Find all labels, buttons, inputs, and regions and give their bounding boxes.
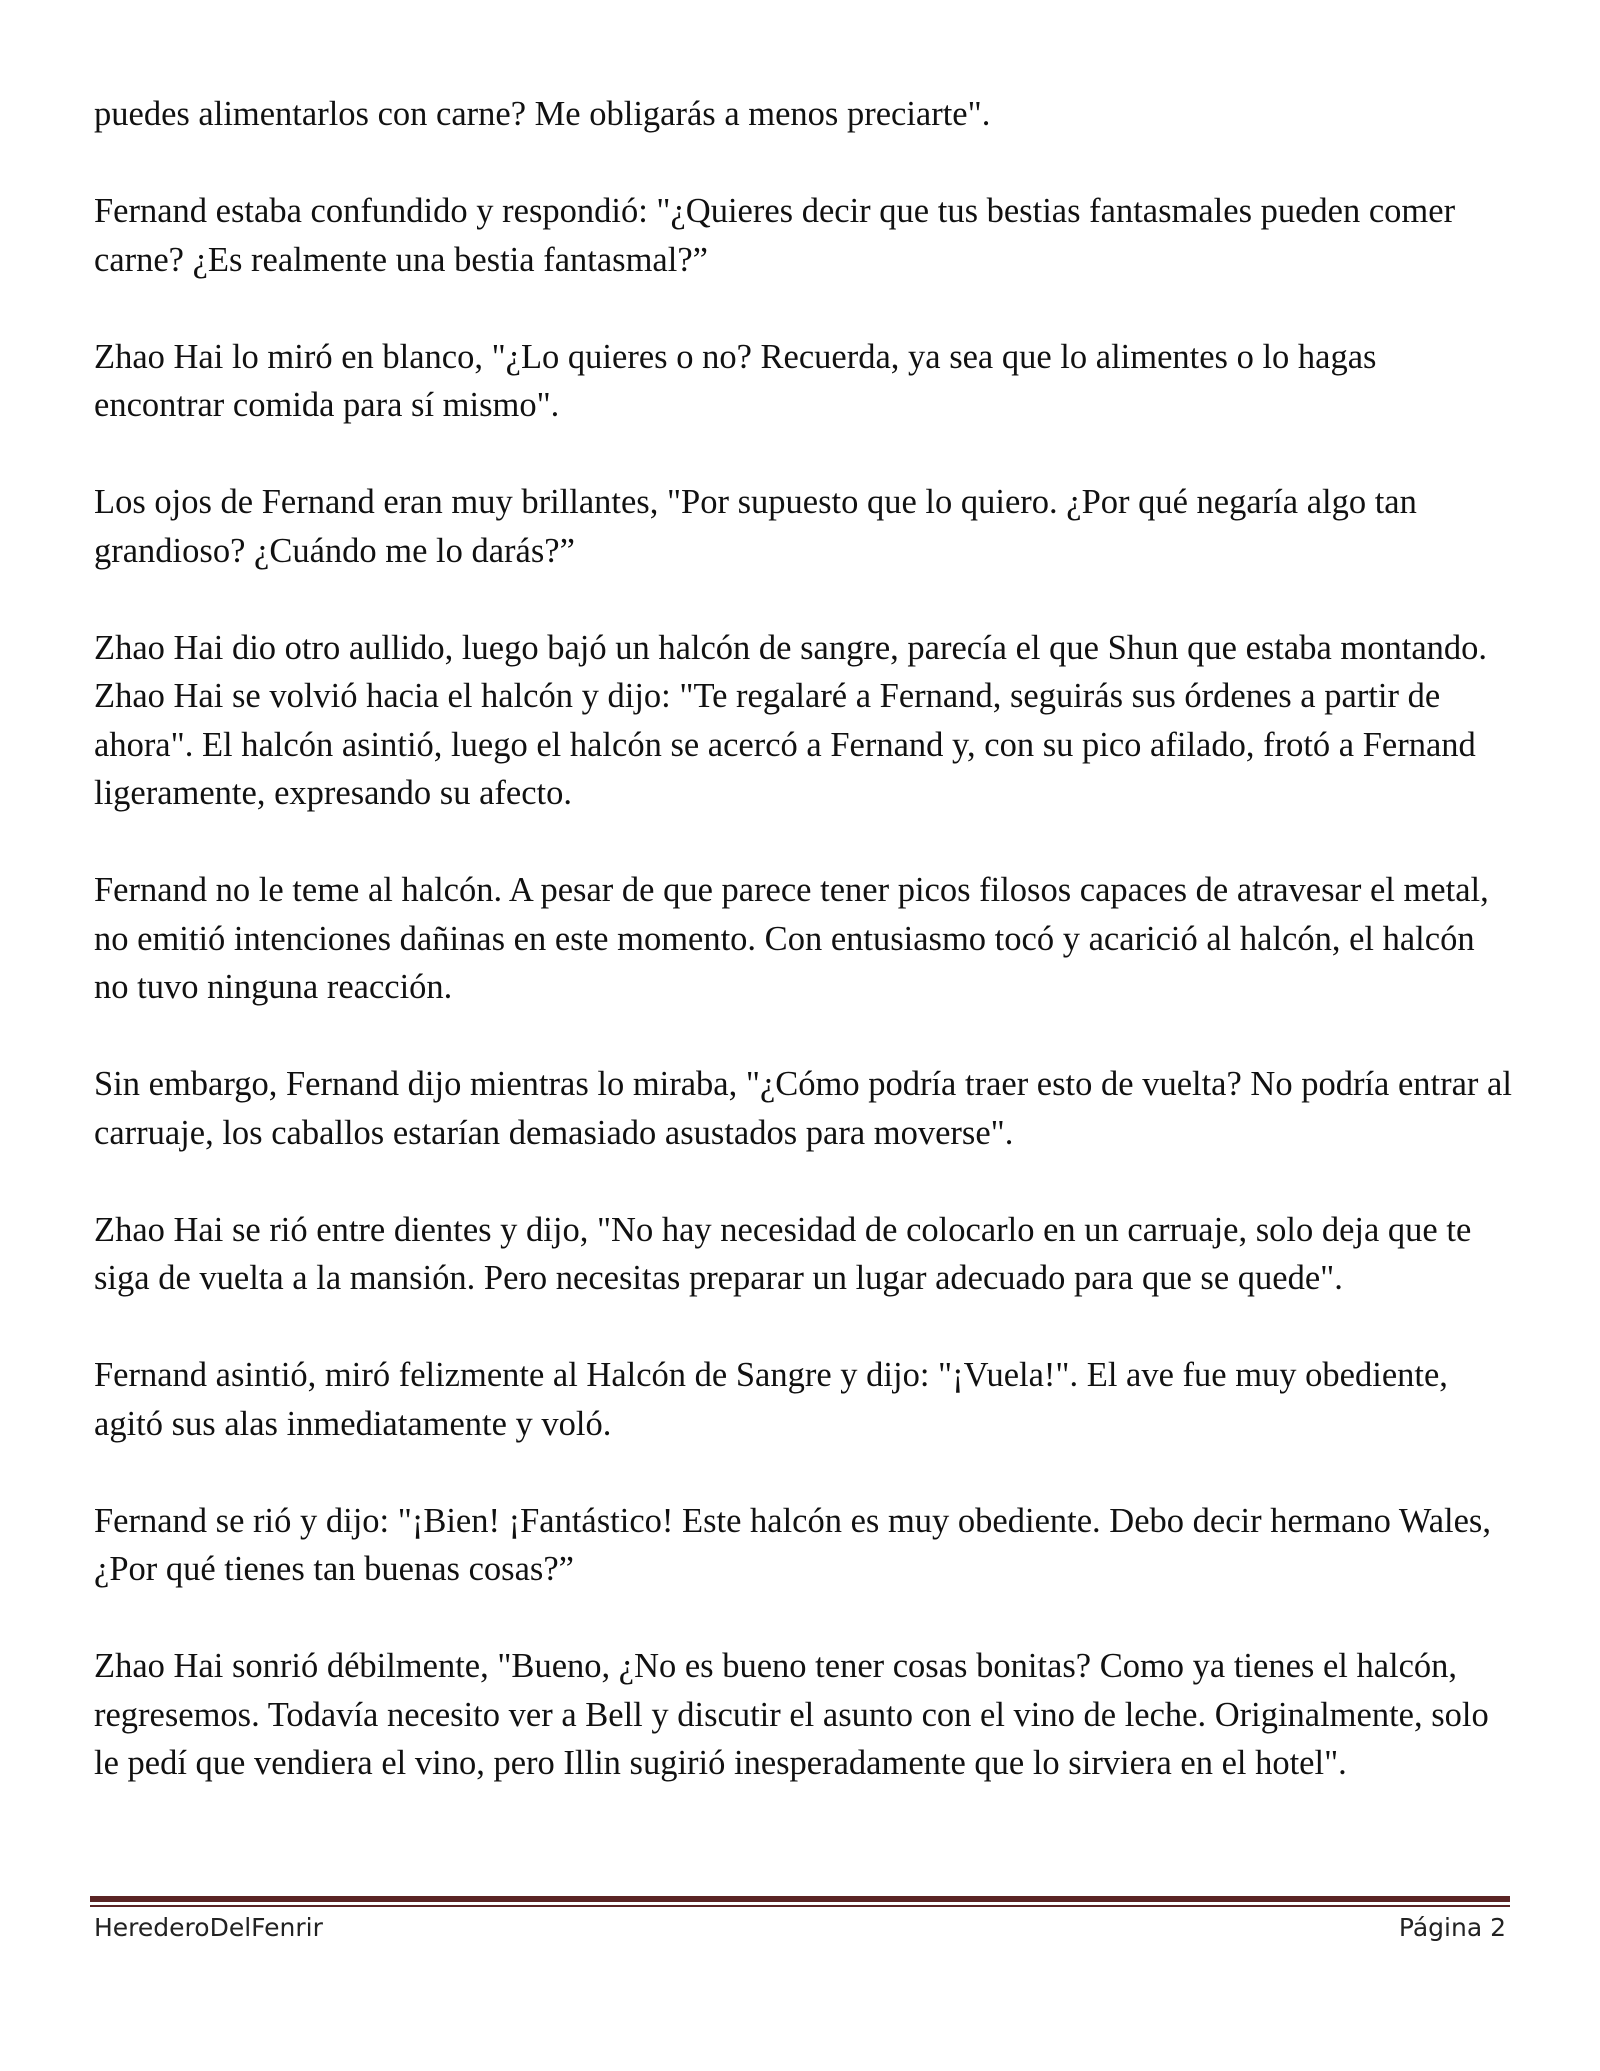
paragraph: Fernand asintió, miró felizmente al Halcón de Sangre y dijo: "¡Vuela!". El ave fue muy obediente, agitó sus alas inmediatamente y voló. bbox=[94, 1356, 1448, 1443]
paragraph: Zhao Hai se rió entre dientes y dijo, "No hay necesidad de colocarlo en un carruaje, solo deja que te siga de vuelta a la mansión. Pero necesitas preparar un lugar adecuado para que se quede". bbox=[94, 1210, 1472, 1297]
footer-divider-thick bbox=[90, 1896, 1510, 1902]
paragraph: Fernand se rió y dijo: "¡Bien! ¡Fantástico! Este halcón es muy obediente. Debo decir hermano Wales, ¿Por qué tienes tan buenas cosas?” bbox=[94, 1501, 1491, 1588]
paragraph: Fernand no le teme al halcón. A pesar de que parece tener picos filosos capaces de atravesar el metal, no emitió intenciones dañinas en este momento. Con entusiasmo tocó y acarició al halcón, el halcón no tuvo ninguna reacción. bbox=[94, 871, 1489, 1006]
footer-author: HerederoDelFenrir bbox=[94, 1913, 323, 1942]
footer-divider-thin bbox=[90, 1905, 1510, 1907]
paragraph: Zhao Hai sonrió débilmente, "Bueno, ¿No es bueno tener cosas bonitas? Como ya tienes el halcón, regresemos. Todavía necesito ver a Bell y discutir el asunto con el vino de leche. Originalmente, solo le pedí que vendiera el vino, pero Illin sugirió inesperadamente que lo sirviera en el hotel". bbox=[94, 1647, 1489, 1782]
page-number: Página 2 bbox=[1398, 1913, 1506, 1942]
paragraph: puedes alimentarlos con carne? Me obligarás a menos preciarte". bbox=[94, 95, 991, 133]
page-footer bbox=[94, 1908, 1506, 1948]
paragraph: Fernand estaba confundido y respondió: "¿Quieres decir que tus bestias fantasmales pueden comer carne? ¿Es realmente una bestia fantasmal?” bbox=[94, 192, 1456, 279]
document-body bbox=[94, 90, 1514, 1788]
paragraph: Zhao Hai lo miró en blanco, "¿Lo quieres o no? Recuerda, ya sea que lo alimentes o lo hagas encontrar comida para sí mismo". bbox=[94, 337, 1377, 424]
paragraph: Zhao Hai dio otro aullido, luego bajó un halcón de sangre, parecía el que Shun que estaba montando. Zhao Hai se volvió hacia el halcón y dijo: "Te regalaré a Fernand, seguirás sus órdenes a partir de ahora". El halcón asintió, luego el halcón se acercó a Fernand y, con su pico afilado, frotó a Fernand ligeramente, expresando su afecto. bbox=[94, 628, 1488, 812]
paragraph: Sin embargo, Fernand dijo mientras lo miraba, "¿Cómo podría traer esto de vuelta? No podría entrar al carruaje, los caballos estarían demasiado asustados para moverse". bbox=[94, 1065, 1512, 1152]
paragraph: Los ojos de Fernand eran muy brillantes, "Por supuesto que lo quiero. ¿Por qué negaría algo tan grandioso? ¿Cuándo me lo darás?” bbox=[94, 483, 1417, 570]
